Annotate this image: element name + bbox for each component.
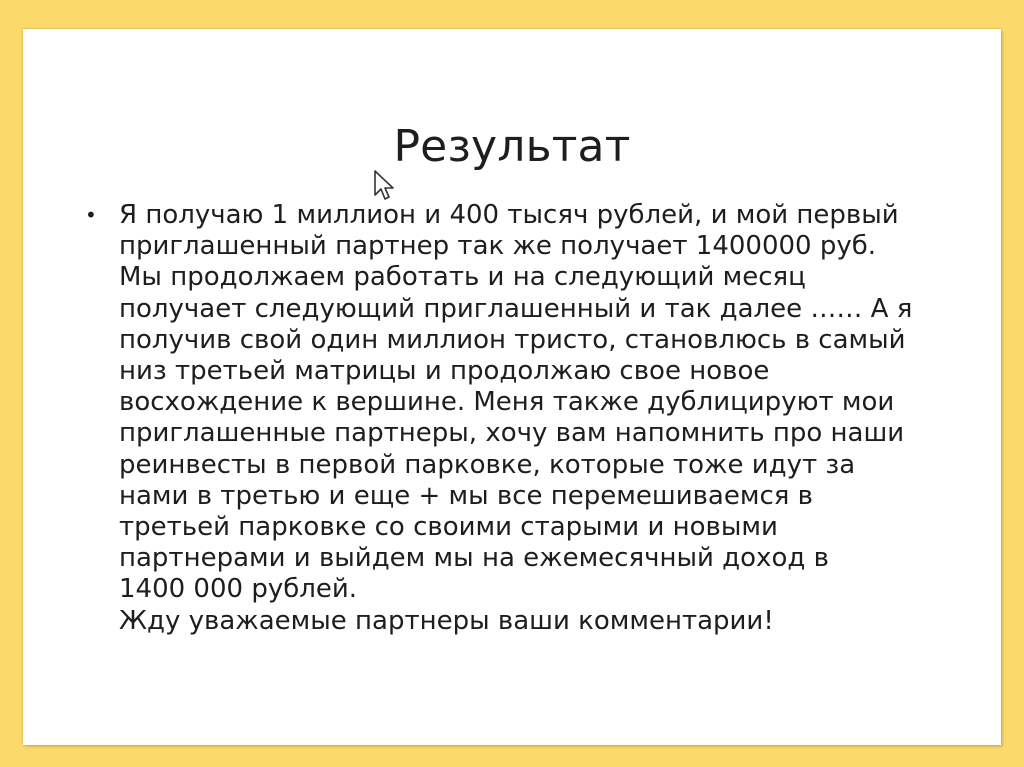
text-line: Мы продолжаем работать и на следующий месяц	[119, 262, 806, 293]
slide-body	[83, 200, 963, 637]
text-line: нами в третью и еще + мы все перемешиваемся в	[119, 480, 813, 511]
slide-title: Результат	[393, 121, 631, 172]
text-line: 1400 000 рублей.	[119, 574, 358, 605]
text-line: Жду уважаемые партнеры ваши комментарии!	[119, 605, 774, 636]
bullet-text	[119, 200, 963, 637]
text-line: приглашенный партнер так же получает 1400000 руб.	[119, 231, 877, 262]
text-line: низ третьей матрицы и продолжаю свое новое	[119, 356, 770, 387]
mouse-pointer-icon	[373, 169, 397, 203]
text-line: получив свой один миллион тристо, становлюсь в самый	[119, 324, 906, 355]
slide	[23, 29, 1001, 745]
text-line: Я получаю 1 миллион и 400 тысяч рублей, и мой первый	[119, 200, 899, 230]
text-line: получает следующий приглашенный и так далее …… А я	[119, 293, 913, 324]
text-line: реинвесты в первой парковке, которые тоже идут за	[119, 449, 856, 480]
bullet-item	[83, 200, 963, 637]
text-line: третьей парковке со своими старыми и новыми	[119, 512, 778, 543]
text-line: приглашенные партнеры, хочу вам напомнить про наши	[119, 418, 905, 449]
bullet-icon: •	[85, 203, 97, 227]
text-line: партнерами и выйдем мы на ежемесячный доход в	[119, 543, 829, 574]
text-line: восхождение к вершине. Меня также дублицируют мои	[119, 387, 895, 418]
